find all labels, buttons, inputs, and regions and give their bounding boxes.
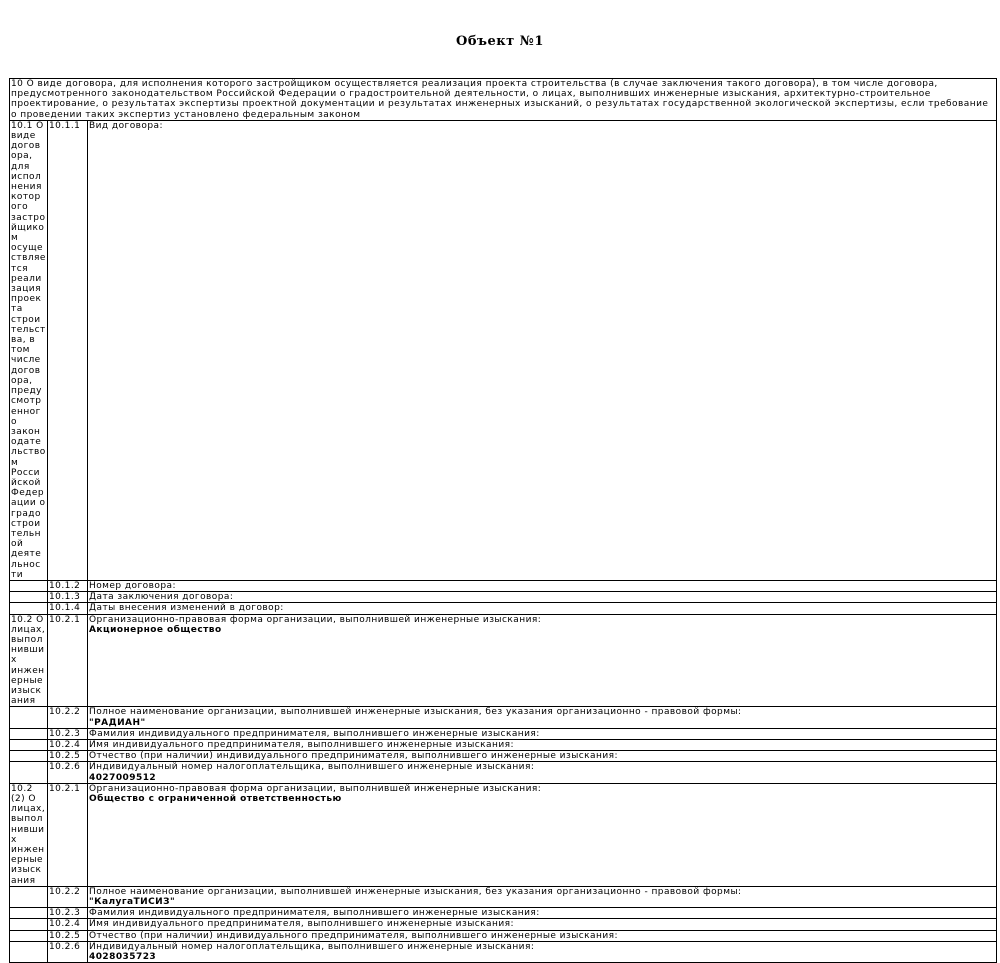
row-text-label: Номер договора: — [89, 580, 176, 591]
row-code: 10.1.3 — [48, 592, 88, 603]
row-text — [88, 592, 997, 603]
table-row — [10, 728, 997, 739]
empty-cell — [10, 762, 48, 783]
row-text — [88, 762, 997, 783]
table-row — [10, 592, 997, 603]
row-text-label: Вид договора: — [89, 120, 163, 131]
table-row — [10, 762, 997, 783]
row-code: 10.2.4 — [48, 919, 88, 930]
table-row — [10, 740, 997, 751]
disclosure-table — [9, 78, 997, 963]
row-text — [88, 941, 997, 962]
empty-cell — [10, 707, 48, 728]
empty-cell — [10, 592, 48, 603]
row-text-label: Организационно-правовая форма организации, выполнившей инженерные изыскания: — [89, 783, 542, 794]
row-code: 10.2.6 — [48, 941, 88, 962]
table-row — [10, 603, 997, 614]
row-text — [88, 908, 997, 919]
row-text — [88, 740, 997, 751]
empty-cell — [10, 886, 48, 907]
row-text — [88, 783, 997, 886]
row-value: "КалугаТИСИЗ" — [89, 897, 176, 908]
table-row — [10, 908, 997, 919]
empty-cell — [10, 603, 48, 614]
row-text-label: Полное наименование организации, выполнившей инженерные изыскания, без указания организационно - правовой формы: — [89, 886, 742, 897]
table-row — [10, 930, 997, 941]
row-code: 10.2.3 — [48, 908, 88, 919]
section-label-10-1: 10.1 О виде договора, для исполнения которого застройщиком осуществляется реализация проекта строительства, в том числе договора, предусмотренного законодательством Российской Федерации о градостроительной деятельности — [11, 120, 46, 580]
row-text — [88, 728, 997, 739]
row-text — [88, 707, 997, 728]
row-text-label: Фамилия индивидуального предпринимателя, выполнившего инженерные изыскания: — [89, 728, 540, 739]
row-text-label: Имя индивидуального предпринимателя, выполнившего инженерные изыскания: — [89, 919, 515, 930]
row-value: 4028035723 — [89, 952, 157, 963]
page-title: Объект №1 — [456, 34, 544, 49]
row-code: 10.1.2 — [48, 580, 88, 591]
empty-cell — [10, 740, 48, 751]
row-code: 10.1.4 — [48, 603, 88, 614]
row-value: Акционерное общество — [89, 624, 222, 635]
row-code: 10.2.6 — [48, 762, 88, 783]
section-header: 10 О виде договора, для исполнения которого застройщиком осуществляется реализация проекта строительства (в случае заключения такого договора), в том числе договора, предусмотренного законодательством Российской Федерации о градостроительной деятельности, о лицах, выполнивших инженерные изыскания, архитектурно-строительное проектирование, о результатах экспертизы проектной документации и результатах инженерных изысканий, о результатах государственной экологической экспертизы, если требование о проведении таких экспертиз установлено федеральным законом — [10, 79, 997, 121]
row-text-label: Фамилия индивидуального предпринимателя, выполнившего инженерные изыскания: — [89, 908, 540, 919]
row-text-label: Даты внесения изменений в договор: — [89, 603, 284, 614]
row-text — [88, 751, 997, 762]
table-row — [10, 707, 997, 728]
row-text-label: Индивидуальный номер налогоплательщика, выполнившего инженерные изыскания: — [89, 762, 535, 773]
table-row — [10, 614, 997, 707]
table-row — [10, 919, 997, 930]
row-value: "РАДИАН" — [89, 717, 146, 728]
empty-cell — [10, 751, 48, 762]
empty-cell — [10, 728, 48, 739]
row-text — [88, 120, 997, 580]
row-text-label: Имя индивидуального предпринимателя, выполнившего инженерные изыскания: — [89, 740, 515, 750]
row-text — [88, 930, 997, 941]
row-value: Общество с ограниченной ответственностью — [89, 794, 342, 805]
row-value: 4027009512 — [89, 772, 157, 783]
row-code: 10.2.1 — [48, 783, 88, 886]
table-row — [10, 941, 997, 962]
row-code: 10.1.1 — [48, 120, 88, 580]
row-text — [88, 580, 997, 591]
row-text-label: Индивидуальный номер налогоплательщика, выполнившего инженерные изыскания: — [89, 941, 535, 952]
row-text-label: Отчество (при наличии) индивидуального предпринимателя, выполнившего инженерные изыскания: — [89, 751, 619, 762]
empty-cell — [10, 580, 48, 591]
table-row — [10, 783, 997, 886]
table-row — [10, 751, 997, 762]
empty-cell — [10, 941, 48, 962]
section-header-row — [10, 79, 997, 121]
empty-cell — [10, 908, 48, 919]
row-code: 10.2.4 — [48, 740, 88, 751]
row-text-label: Полное наименование организации, выполнившей инженерные изыскания, без указания организационно - правовой формы: — [89, 707, 742, 718]
table-row — [10, 886, 997, 907]
row-text-label: Организационно-правовая форма организации, выполнившей инженерные изыскания: — [89, 614, 542, 625]
row-text — [88, 614, 997, 707]
row-text — [88, 919, 997, 930]
row-text — [88, 603, 997, 614]
row-text-label: Дата заключения договора: — [89, 592, 234, 603]
row-code: 10.2.2 — [48, 886, 88, 907]
row-text — [88, 886, 997, 907]
row-code: 10.2.5 — [48, 930, 88, 941]
empty-cell — [10, 919, 48, 930]
row-code: 10.2.5 — [48, 751, 88, 762]
row-code: 10.2.2 — [48, 707, 88, 728]
row-code: 10.2.3 — [48, 728, 88, 739]
row-code: 10.2.1 — [48, 614, 88, 707]
section-label-10-2-2: 10.2 (2) О лицах, выполнивших инженерные изыскания — [10, 783, 48, 886]
table-row — [10, 120, 997, 580]
table-row — [10, 580, 997, 591]
row-text-label: Отчество (при наличии) индивидуального предпринимателя, выполнившего инженерные изыскания: — [89, 930, 619, 941]
empty-cell — [10, 930, 48, 941]
section-label-10-2: 10.2 О лицах, выполнивших инженерные изыскания — [10, 614, 48, 707]
